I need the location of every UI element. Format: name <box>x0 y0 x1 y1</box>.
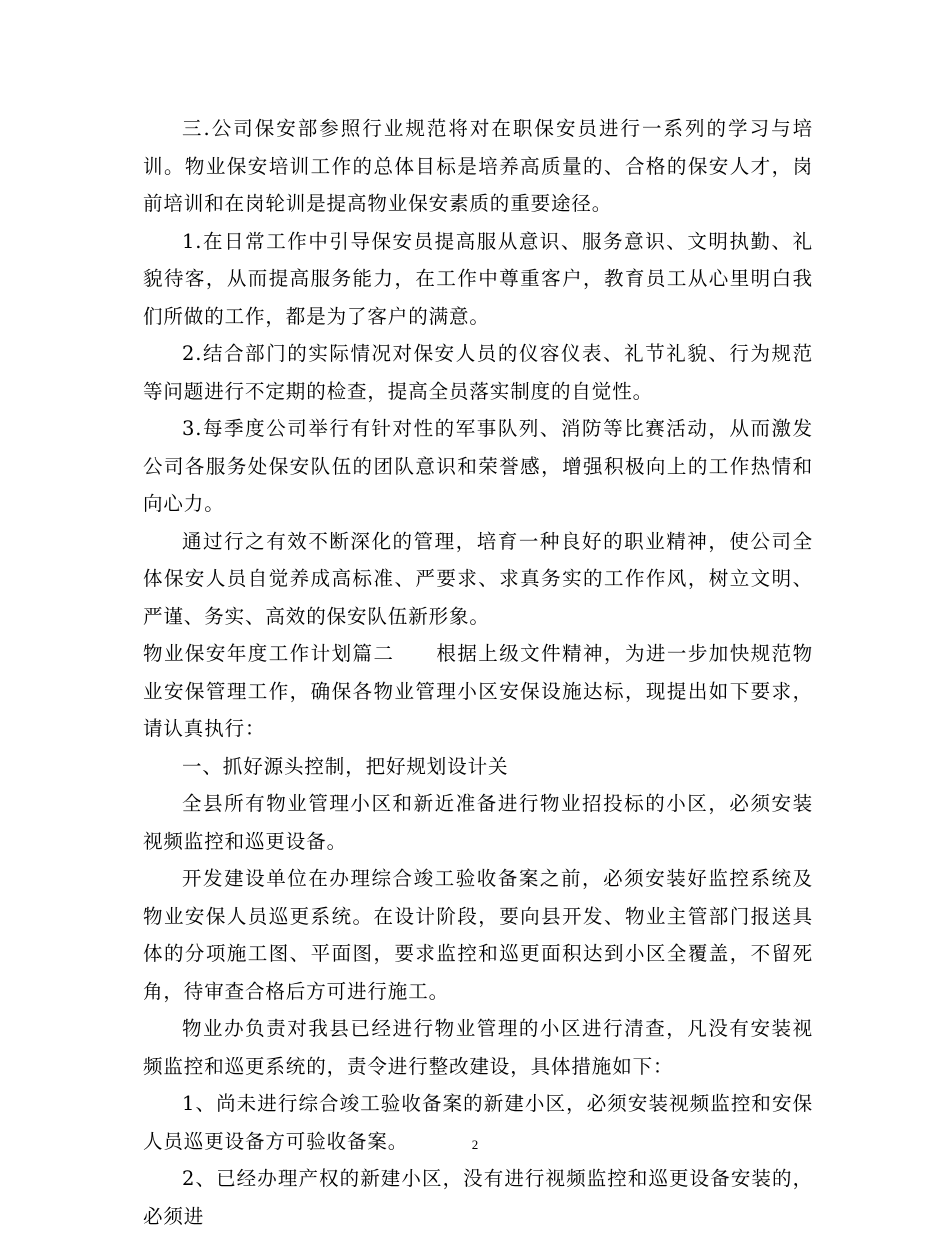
paragraph: 开发建设单位在办理综合竣工验收备案之前，必须安装好监控系统及物业安保人员巡更系统。在设计阶段，要向县开发、物业主管部门报送具体的分项施工图、平面图，要求监控和巡更面积达到小区全覆盖，不留死角，待审查合格后方可进行施工。 <box>143 867 813 1003</box>
paragraph: 3.每季度公司举行有针对性的军事队列、消防等比赛活动，从而激发公司各服务处保安队伍的团队意识和荣誉感，增强积极向上的工作热情和向心力。 <box>143 417 813 515</box>
paragraph: 物业办负责对我县已经进行物业管理的小区进行清查，凡没有安装视频监控和巡更系统的，责令进行整改建设，具体措施如下： <box>143 1017 813 1078</box>
section-heading-paragraph: 物业保安年度工作计划篇二 根据上级文件精神，为进一步加快规范物业安保管理工作，确保各物业管理小区安保设施达标，现提出如下要求，请认真执行： <box>143 642 813 740</box>
paragraph: 三.公司保安部参照行业规范将对在职保安员进行一系列的学习与培训。物业保安培训工作的总体目标是培养高质量的、合格的保安人才，岗前培训和在岗轮训是提高物业保安素质的重要途径。 <box>143 117 813 215</box>
subheading: 一、抓好源头控制，把好规划设计关 <box>182 754 509 778</box>
paragraph: 通过行之有效不断深化的管理，培育一种良好的职业精神，使公司全体保安人员自觉养成高标准、严要求、求真务实的工作作风，树立文明、严谨、务实、高效的保安队伍新形象。 <box>143 529 813 628</box>
paragraph: 1.在日常工作中引导保安员提高服从意识、服务意识、文明执勤、礼貌待客，从而提高服务能力，在工作中尊重客户，教育员工从心里明白我们所做的工作，都是为了客户的满意。 <box>143 229 813 328</box>
paragraph: 1、尚未进行综合竣工验收备案的新建小区，必须安装视频监控和安保人员巡更设备方可验收备案。 <box>143 1092 813 1153</box>
paragraph: 全县所有物业管理小区和新近准备进行物业招投标的小区，必须安装视频监控和巡更设备。 <box>143 792 813 853</box>
document-body <box>143 110 813 1235</box>
page-number: 2 <box>471 1137 479 1152</box>
paragraph: 2.结合部门的实际情况对保安人员的仪容仪表、礼节礼貌、行为规范等问题进行不定期的检查，提高全员落实制度的自觉性。 <box>143 342 813 403</box>
paragraph: 2、已经办理产权的新建小区，没有进行视频监控和巡更设备安装的，必须进 <box>143 1167 813 1228</box>
